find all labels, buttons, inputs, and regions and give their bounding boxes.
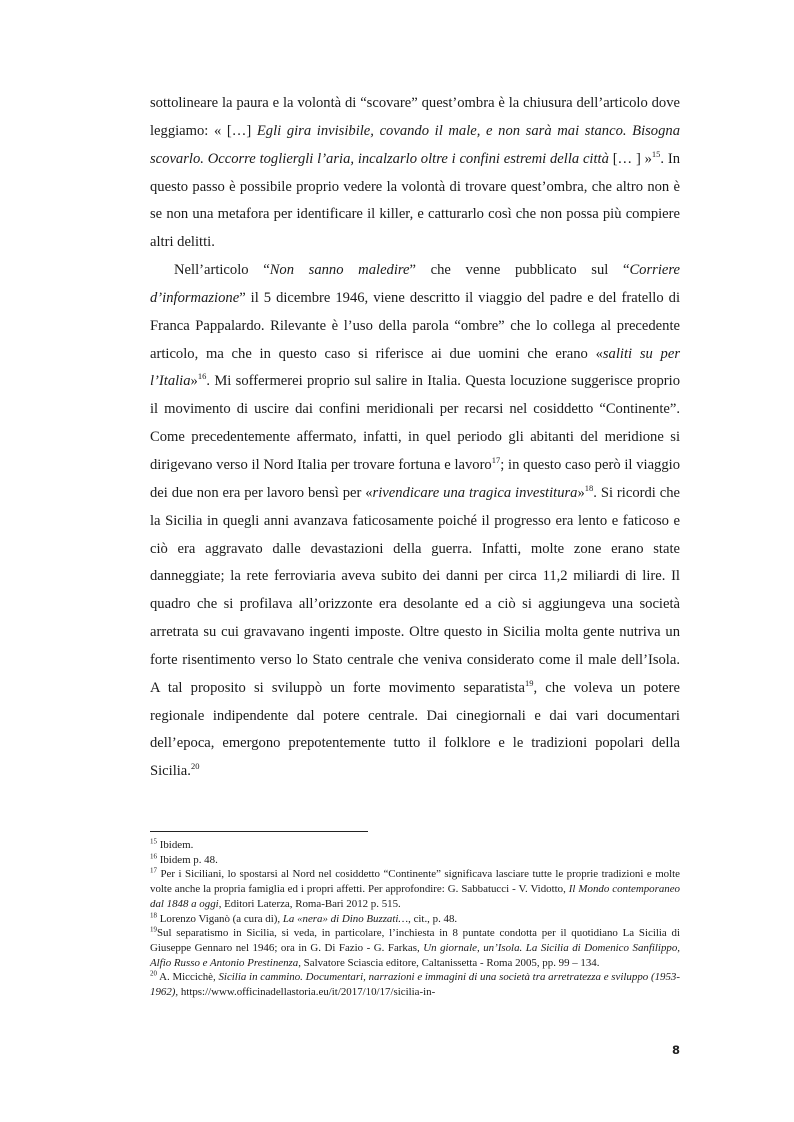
footnote-20: $^{20}$ A. Miccichè, Sicilia in cammino. Documentari, narrazioni e immagini di una società tra arretratezza e sviluppo (1953-1962), https://www.officinadellastoria.eu/it/2017/10/17/sicilia-in- — [150, 969, 680, 999]
footnote-ref-19[interactable]: 19 — [524, 677, 534, 688]
footnote-separator — [150, 831, 368, 832]
body-text — [150, 90, 680, 786]
footnote-16: $^{16}$ Ibidem p. 48. — [150, 852, 218, 866]
quotation: rivendicare una tragica investitura — [372, 484, 578, 501]
article-title: Non sanno maledire — [269, 262, 410, 279]
footnote-ref-20[interactable]: 20 — [190, 761, 200, 772]
footnote-link[interactable]: https://www.officinadellastoria.eu/it/2017/10/17/sicilia-in- — [178, 986, 436, 999]
footnote-19: $^{19}$Sul separatismo in Sicilia, si veda, in particolare, l’inchiesta in 8 puntate condotta per il quotidiano La Sicilia di Giuseppe Gennaro nel 1946; ora in G. Di Fazio - G. Farkas, Un giornale, un’Isola. La Sicilia di Domenico Sanfilippo, Alfio Russo e Antonio Prestinenza, Salvatore Sciascia editore, Caltanissetta - Roma 2005, pp. 99 – 134. — [150, 925, 680, 969]
quotation: saliti su per l’Italia — [150, 345, 680, 390]
footnote-ref-15[interactable]: 15 — [651, 148, 661, 159]
page-number: 8 — [671, 1043, 680, 1057]
footnote-18: $^{18}$ Lorenzo Viganò (a cura di), La «nera» di Dino Buzzati…, cit., p. 48. — [150, 910, 458, 925]
quotation: Egli gira invisibile, covando il male, e non sarà mai stanco. Bisogna scovarlo. Occorre togliergli l’aria, incalzarlo oltre i confini estremi della città — [150, 122, 680, 167]
footnote-15: $^{15}$ Ibidem. — [150, 837, 194, 851]
newspaper-title: Corriere d’informazione — [150, 262, 680, 306]
footnote-ref-17[interactable]: 17 — [491, 455, 501, 466]
footnote-ref-18[interactable]: 18 — [584, 482, 594, 493]
footnote-17: $^{17}$ Per i Siciliani, lo spostarsi al Nord nel cosiddetto “Continente” significava lasciare tutte le proprie tradizioni e molte volte anche la propria famiglia ed i propri affetti. Per approfondire: G. Sabbatucci - V. Vidotto, Il Mondo contemporaneo dal 1848 a oggi, Editori Laterza, Roma-Bari 2012 p. 515. — [150, 866, 681, 910]
footnote-ref-16[interactable]: 16 — [197, 371, 207, 382]
footnotes — [150, 838, 680, 1000]
paragraph-1: sottolineare la paura e la volontà di “scovare” quest’ombra è la chiusura dell’articolo dove leggiamo: « […] Egli gira invisibile, covando il male, e non sarà mai stanco. Bisogna scovarlo. Occorre togliergli l’aria, incalzarlo oltre i confini estremi della città [… ] »$^{15}$. In questo passo è possibile proprio vedere la volontà di trovare quest’ombra, che altro non è se non una metafora per identificare il killer, e catturarlo così che non possa più compiere altri delitti. — [150, 95, 680, 251]
paragraph-2: Nell’articolo “Non sanno maledire” che venne pubblicato sul “Corriere d’informazione” il 5 dicembre 1946, viene descritto il viaggio del padre e del fratello di Franca Pappalardo. Rilevante è l’uso della parola “ombre” che lo collega al precedente articolo, ma che in questo caso si riferisce ai due uomini che erano «saliti su per l’Italia»$^{16}$. Mi soffermerei proprio sul salire in Italia. Questa locuzione suggerisce proprio il movimento di uscire dai confini meridionali per recarsi nel cosiddetto “Continente”. Come precedentemente affermato, infatti, in quel periodo gli abitanti del meridione si dirigevano verso il Nord Italia per trovare fortuna e lavoro$^{17}$; in questo caso però il viaggio dei due non era per lavoro bensì per «rivendicare una tragica investitura»$^{18}$. Si ricordi che la Sicilia in quegli anni avanzava faticosamente poiché il progresso era lento e faticoso e ciò era aggravato dalle devastazioni della guerra. Infatti, molte zone erano state danneggiate; la rete ferroviaria aveva subito dei danni per circa 11,2 miliardi di lire. Il quadro che si profilava all’orizzonte era desolante ed a ciò si aggiungeva una società arretrata su cui gravavano ingenti imposte. Oltre questo in Sicilia molta gente nutriva un forte risentimento verso lo Stato centrale che veniva considerato come il male dell’Isola. A tal proposito si sviluppò un forte movimento separatista$^{19}$, che voleva un potere regionale indipendente dal potere centrale. Dai cinegiornali e dai vari documentari dell’epoca, emergono prepotentemente tutto il folklore e le tradizioni popolari della Sicilia.$^{20}$ — [150, 262, 680, 780]
